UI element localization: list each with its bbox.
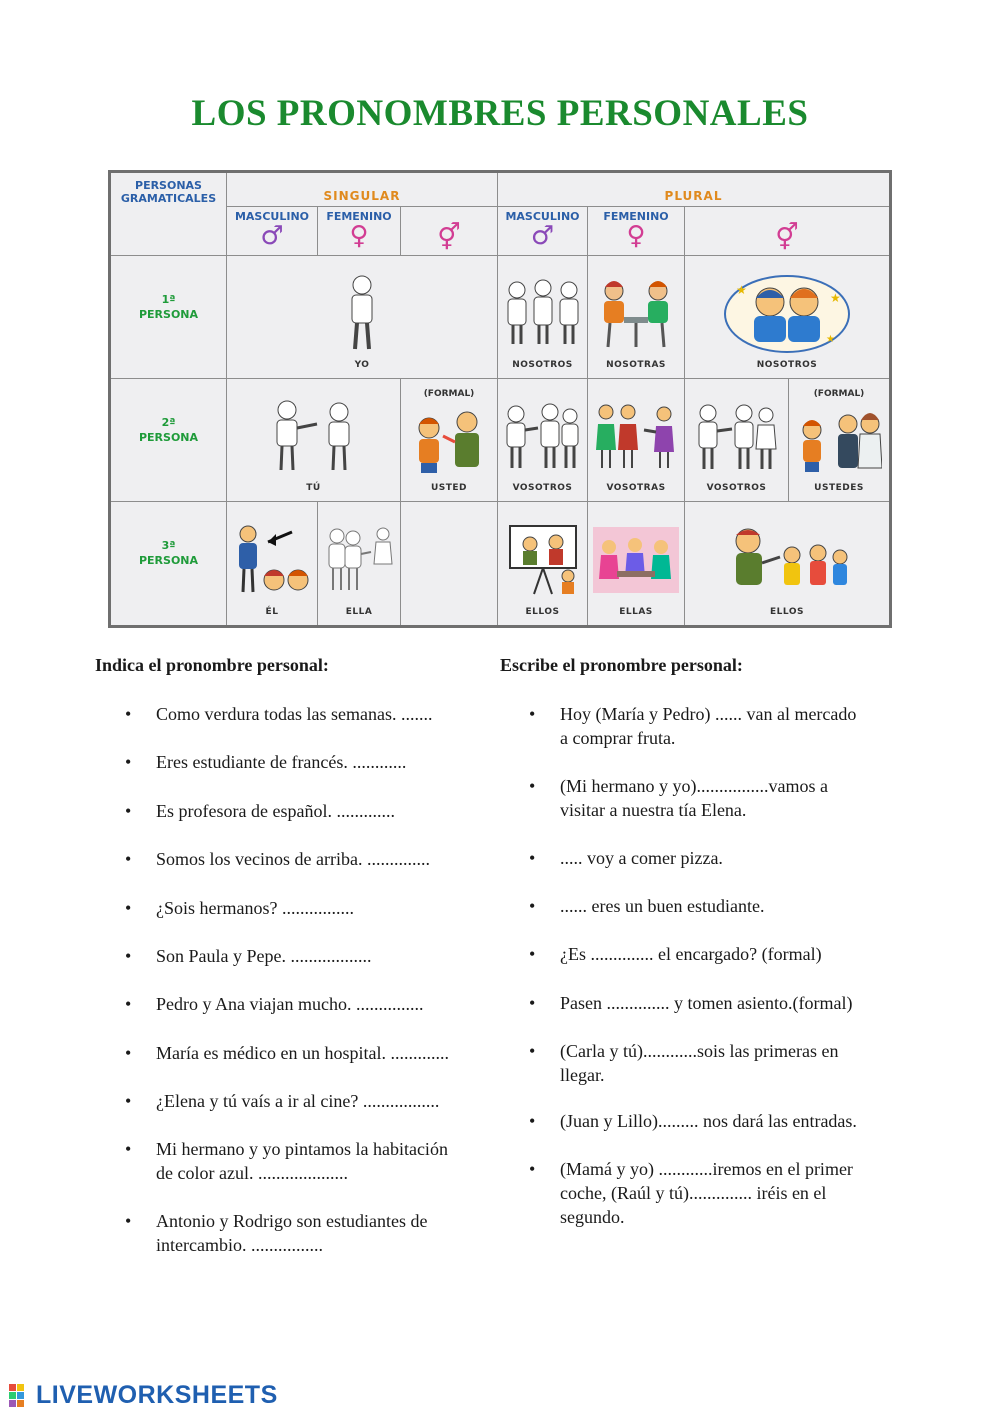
corner-line-2: GRAMATICALES <box>120 192 217 205</box>
plur-masc-header <box>498 207 588 256</box>
male-symbol-icon: ♂ <box>260 221 284 251</box>
caption-nosotras: NOSOTRAS <box>606 360 666 370</box>
cell-ellos-mix <box>685 502 889 625</box>
caption-vosotros-mixed: VOSOTROS <box>706 483 767 493</box>
exercise-text <box>560 1039 905 1087</box>
vosotras-illustration <box>588 393 684 479</box>
plural-header <box>498 173 889 207</box>
page-title: LOS PRONOMBRES PERSONALES <box>191 93 809 134</box>
exercise-line: de color azul. .................... <box>156 1163 348 1183</box>
exercise-text <box>560 846 905 870</box>
exercise-text <box>560 894 905 918</box>
exercise-text <box>156 896 501 920</box>
row-label-1 <box>111 256 227 379</box>
exercise-text <box>560 1109 905 1133</box>
sing-mixed-header <box>401 207 498 256</box>
bullet: • <box>529 1041 536 1061</box>
bullet: • <box>125 752 132 772</box>
ellas-illustration <box>588 516 684 603</box>
exercise-line: Antonio y Rodrigo son estudiantes de <box>156 1211 428 1231</box>
male-symbol-icon: ♂ <box>530 221 555 251</box>
caption-nosotros-mixed: NOSOTROS <box>756 360 818 370</box>
exercise-text <box>560 942 905 966</box>
exercise-text <box>156 1137 501 1185</box>
exercise-text <box>156 992 501 1016</box>
formal-label: (FORMAL) <box>423 389 475 399</box>
exercise-text <box>156 750 501 774</box>
exercise-text <box>560 774 905 822</box>
liveworksheets-logo-icon <box>8 1382 34 1408</box>
person-number: 3ª <box>161 539 176 552</box>
mixed-gender-icon: ⚥ <box>437 223 461 253</box>
bullet: • <box>125 704 132 724</box>
bullet: • <box>125 994 132 1014</box>
sing-fem-header <box>318 207 401 256</box>
bullet: • <box>125 849 132 869</box>
caption-ustedes: USTEDES <box>814 483 864 493</box>
bullet: • <box>529 1159 536 1179</box>
ella-illustration <box>318 516 400 603</box>
corner-line-1: PERSONAS <box>135 179 202 192</box>
masculino-label: MASCULINO <box>234 210 310 223</box>
ellos-mixed-illustration <box>685 516 889 603</box>
nosotros-illustration <box>498 270 587 356</box>
cell-ustedes <box>789 379 889 502</box>
exercise-text <box>156 702 501 726</box>
exercise-line: intercambio. ................ <box>156 1235 323 1255</box>
row-label-3 <box>111 502 227 625</box>
cell-tu <box>227 379 401 502</box>
nosotros-mixed-illustration <box>685 270 889 356</box>
exercise-line: ¿Elena y tú vaís a ir al cine? ................. <box>156 1091 440 1111</box>
bullet: • <box>125 898 132 918</box>
caption-vosotras: VOSOTRAS <box>606 483 666 493</box>
exercise-text <box>156 1209 501 1257</box>
exercise-line: ¿Es .............. el encargado? (formal) <box>560 944 822 964</box>
person-label: PERSONA <box>138 554 199 567</box>
pronoun-table <box>108 170 892 628</box>
brand-name: LIVEWORKSHEETS <box>36 1380 278 1409</box>
mixed-gender-icon: ⚥ <box>775 223 799 253</box>
exercise-line: llegar. <box>560 1065 605 1085</box>
cell-el <box>227 502 318 625</box>
singular-header <box>227 173 498 207</box>
cell-yo <box>227 256 498 379</box>
exercise-text <box>560 991 905 1015</box>
bullet: • <box>529 776 536 796</box>
exercise-line: ..... voy a comer pizza. <box>560 848 723 868</box>
exercise-line: Son Paula y Pepe. .................. <box>156 946 372 966</box>
exercise-line: Pedro y Ana viajan mucho. ............... <box>156 994 424 1014</box>
el-illustration <box>227 516 317 603</box>
bullet: • <box>125 1043 132 1063</box>
exercise-text <box>560 1157 905 1229</box>
bullet: • <box>529 993 536 1013</box>
exercise-line: (Mi hermano y yo)................vamos a <box>560 776 828 796</box>
caption-el: ÉL <box>265 607 279 617</box>
cell-nosotras <box>588 256 685 379</box>
svg-text:★: ★ <box>830 291 841 305</box>
sing-masc-header <box>227 207 318 256</box>
bullet: • <box>529 1111 536 1131</box>
exercise-text <box>156 1089 501 1113</box>
person-label: PERSONA <box>138 308 199 321</box>
exercise-line: ...... eres un buen estudiante. <box>560 896 765 916</box>
exercise-text <box>156 944 501 968</box>
bullet: • <box>529 944 536 964</box>
person-label: PERSONA <box>138 431 199 444</box>
exercise-text <box>156 847 501 871</box>
footer-brand <box>8 1381 278 1409</box>
caption-ellos-mixed: ELLOS <box>770 607 804 617</box>
bullet: • <box>125 1139 132 1159</box>
female-symbol-icon: ♀ <box>626 221 646 251</box>
usted-illustration <box>401 403 497 479</box>
exercise-line: Somos los vecinos de arriba. .............. <box>156 849 430 869</box>
bullet: • <box>125 1091 132 1111</box>
bullet: • <box>529 848 536 868</box>
singular-label: SINGULAR <box>323 189 401 203</box>
cell-empty <box>401 502 498 625</box>
bullet: • <box>125 801 132 821</box>
caption-ellos-m: ELLOS <box>525 607 560 617</box>
tu-illustration <box>227 393 400 479</box>
bullet: • <box>529 704 536 724</box>
plur-fem-header <box>588 207 685 256</box>
yo-illustration <box>227 270 497 356</box>
cell-ella <box>318 502 401 625</box>
exercise-line: visitar a nuestra tía Elena. <box>560 800 747 820</box>
cell-ellos-m <box>498 502 588 625</box>
masculino-label: MASCULINO <box>505 210 580 223</box>
exercise-line: Como verdura todas las semanas. ....... <box>156 704 433 724</box>
cell-vosotras <box>588 379 685 502</box>
exercise-text <box>156 1041 501 1065</box>
bullet: • <box>125 1211 132 1231</box>
ellos-illustration <box>498 516 587 603</box>
femenino-label: FEMENINO <box>603 210 669 223</box>
svg-text:★: ★ <box>826 334 835 345</box>
bullet: • <box>125 946 132 966</box>
vosotros-mixed-illustration <box>685 393 788 479</box>
exercise-line: coche, (Raúl y tú).............. iréis en el <box>560 1183 827 1203</box>
cell-vosotros-mix <box>685 379 789 502</box>
exercise-line: (Carla y tú)............sois las primeras en <box>560 1041 839 1061</box>
ustedes-illustration <box>789 403 889 479</box>
vosotros-illustration <box>498 393 587 479</box>
svg-text:★: ★ <box>736 283 747 297</box>
corner-header <box>111 173 227 256</box>
bullet: • <box>529 896 536 916</box>
exercise-line: a comprar fruta. <box>560 728 676 748</box>
caption-ellas: ELLAS <box>619 607 653 617</box>
nosotras-illustration <box>588 270 684 356</box>
exercise-line: María es médico en un hospital. ............. <box>156 1043 449 1063</box>
caption-tu: TÚ <box>306 483 321 493</box>
cell-usted <box>401 379 498 502</box>
caption-usted: USTED <box>430 483 468 493</box>
plur-mixed-header <box>685 207 889 256</box>
cell-ellas <box>588 502 685 625</box>
exercise-line: (Juan y Lillo)......... nos dará las entradas. <box>560 1111 857 1131</box>
caption-nosotros-m: NOSOTROS <box>512 360 573 370</box>
left-heading: Indica el pronombre personal: <box>95 655 329 675</box>
female-symbol-icon: ♀ <box>349 221 369 251</box>
exercise-line: Mi hermano y yo pintamos la habitación <box>156 1139 448 1159</box>
femenino-label: FEMENINO <box>326 210 392 223</box>
plural-label: PLURAL <box>664 189 723 203</box>
caption-yo: YO <box>354 360 370 370</box>
exercise-line: Hoy (María y Pedro) ...... van al mercado <box>560 704 857 724</box>
formal-label: (FORMAL) <box>813 389 865 399</box>
caption-vosotros-m: VOSOTROS <box>512 483 573 493</box>
cell-nosotros-mix <box>685 256 889 379</box>
row-label-2 <box>111 379 227 502</box>
exercise-line: (Mamá y yo) ............iremos en el primer <box>560 1159 853 1179</box>
exercise-line: Es profesora de español. ............. <box>156 801 395 821</box>
exercise-line: Pasen .............. y tomen asiento.(formal) <box>560 993 853 1013</box>
person-number: 2ª <box>161 416 176 429</box>
cell-vosotros-m <box>498 379 588 502</box>
exercise-text <box>560 702 905 750</box>
exercise-line: segundo. <box>560 1207 625 1227</box>
right-heading: Escribe el pronombre personal: <box>500 655 743 675</box>
exercise-line: Eres estudiante de francés. ............ <box>156 752 407 772</box>
caption-ella: ELLA <box>345 607 373 617</box>
cell-nosotros-m <box>498 256 588 379</box>
person-number: 1ª <box>161 293 176 306</box>
exercise-line: ¿Sois hermanos? ................ <box>156 898 354 918</box>
exercise-text <box>156 799 501 823</box>
